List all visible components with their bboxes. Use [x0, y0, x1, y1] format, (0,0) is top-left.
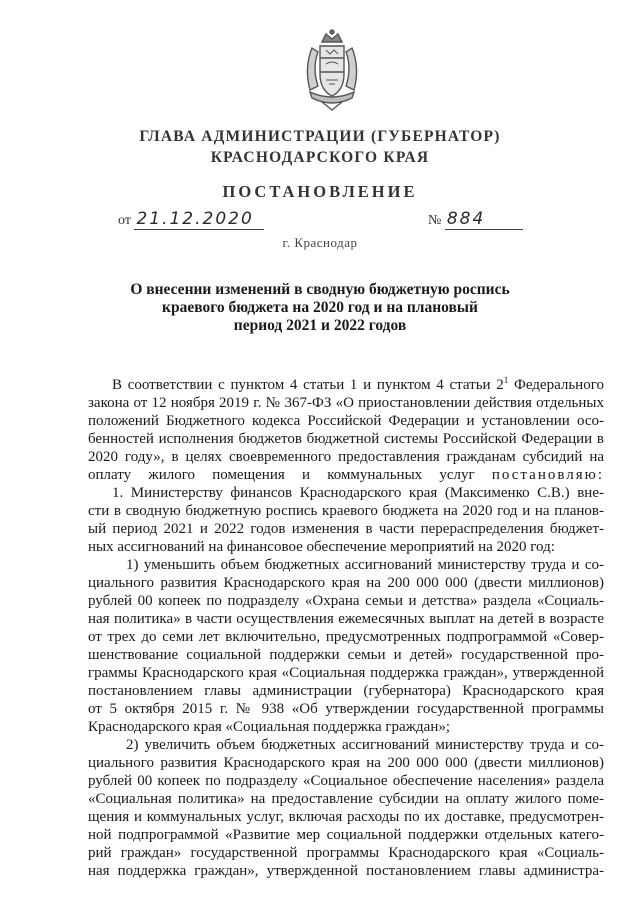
number-value: 884 — [445, 209, 523, 230]
body-line: от трех до семи лет включительно, предусмотренных подпрограммой «Совер- — [88, 629, 604, 645]
body-line: «Социальная политика» на предоставление субсидии на оплату жилого поме- — [88, 791, 604, 807]
body-line: рублей 00 копеек по подразделу «Охрана семьи и детства» раздела «Социаль- — [88, 593, 604, 609]
date-prefix: от — [118, 213, 131, 228]
body-line: постановлением главы администрации (губернатора) Краснодарского края — [88, 683, 604, 699]
date-value: 21.12.2020 — [134, 209, 263, 230]
body-line: 2) увеличить объем бюджетных ассигнований министерству труда и со- — [126, 737, 604, 753]
body-line: 1) уменьшить объем бюджетных ассигнований министерству труда и со- — [126, 557, 604, 573]
document-date — [118, 209, 264, 230]
body-line: ная поддержка граждан», утвержденной постановлением главы администра- — [88, 863, 604, 879]
body-line: Краснодарского края «Социальная поддержка граждан»; — [88, 719, 451, 735]
title-line-2: краевого бюджета на 2020 год и на плановый — [162, 299, 478, 316]
body-line: ной подпрограммой «Развитие мер социальной поддержки отдельных катего- — [88, 827, 604, 843]
number-prefix: № — [428, 213, 442, 228]
body-line: ый период 2021 и 2022 годов изменения в части перераспределения бюджет- — [88, 521, 604, 537]
body-line: бенностей исполнения бюджетов бюджетной системы Российской Федерации в — [88, 431, 604, 447]
body-line: от 5 октября 2015 г. № 938 «Об утверждении государственной программы — [88, 701, 604, 717]
body-line: граммы Краснодарского края «Социальная поддержка граждан», утвержденной — [88, 665, 604, 681]
title-line-3: период 2021 и 2022 годов — [233, 317, 407, 334]
body-line: циального развития Краснодарского края на 200 000 000 (двести миллионов) — [88, 575, 604, 591]
body-line: рий граждан» государственной программы Краснодарского края «Социаль- — [88, 845, 604, 861]
body-line: шенствование социальной поддержки семьи и детей» государственной про- — [88, 647, 604, 663]
authority-line-1: ГЛАВА АДМИНИСТРАЦИИ (ГУБЕРНАТОР) — [139, 128, 501, 145]
body-line: рублей 00 копеек по подразделу «Социальное обеспечение населения» раздела — [88, 773, 604, 789]
title-line-1: О внесении изменений в сводную бюджетную роспись — [130, 281, 510, 298]
body-line: В соответствии с пунктом 4 статьи 1 и пунктом 4 статьи $2^1$ Федерального — [112, 375, 604, 393]
authority-line-2: КРАСНОДАРСКОГО КРАЯ — [210, 149, 430, 166]
document-number — [428, 209, 523, 230]
city: г. Краснодар — [282, 235, 358, 250]
body-line: положений Бюджетного кодекса Российской Федерации и установлении осо- — [88, 413, 604, 429]
body-line: ных ассигнований на финансовое обеспечение мероприятий на 2020 год: — [88, 539, 555, 555]
document-type: ПОСТАНОВЛЕНИЕ — [222, 182, 418, 201]
body-line: закона от 12 ноября 2019 г. № 367-ФЗ «О приостановлении действия отдельных — [88, 395, 604, 411]
body-line: 2020 году», в целях своевременного предоставления гражданам субсидий на — [88, 449, 604, 465]
body-line: циального развития Краснодарского края на 200 000 000 (двести миллионов) — [88, 755, 604, 771]
coat-of-arms-icon — [296, 28, 368, 112]
body-line: оплату жилого помещения и коммунальных услуг постановляю: — [88, 467, 604, 483]
body-line: ная политика» в части осуществления ежемесячных выплат на детей в возрасте — [88, 611, 604, 627]
body-line: 1. Министерству финансов Краснодарского края (Максименко С.В.) вне- — [112, 485, 604, 501]
body-line: сти в сводную бюджетную роспись краевого бюджета на 2020 год и на планов- — [88, 503, 604, 519]
body-line: щения и коммунальных услуг, включая расходы по их доставке, предусмотрен- — [88, 809, 604, 825]
